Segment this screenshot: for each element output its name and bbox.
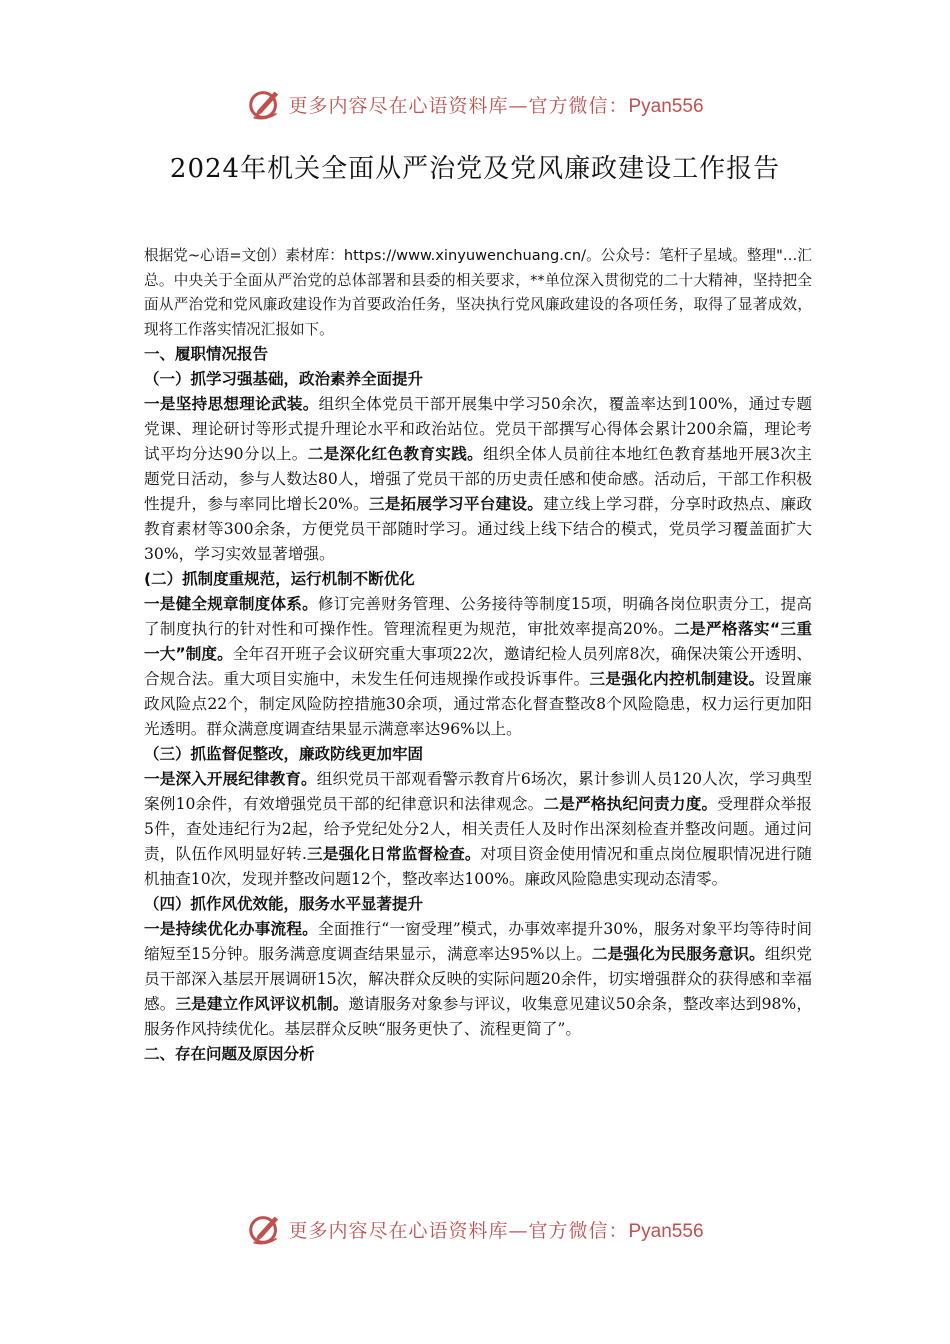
watermark-text — [288, 91, 703, 118]
subsection-paragraph-2 — [144, 592, 812, 742]
point-lead: 一是健全规章制度体系。 — [144, 595, 318, 613]
subsection-paragraph-4 — [144, 917, 812, 1042]
point-text: 组织党员干部观看警示教育片6场次，累计参训人员120人次，学习典型案例10余件，有效增强党员干部的纪律意识和法律观念。 — [144, 770, 812, 813]
point-text: 组织全体党员干部开展集中学习50余次，覆盖率达到100%，通过专题党课、理论研讨等形式提升理论水平和政治站位。党员干部撰写心得体会累计200余篇，理论考试平均分达90分以上。 — [144, 395, 812, 463]
subsection-heading-2: (二）抓制度重规范，运行机制不断优化 — [144, 570, 415, 588]
point-lead: 三是强化日常监督检查。 — [306, 845, 481, 863]
point-lead: 一是坚持思想理论武装。 — [144, 395, 319, 413]
point-text: 全面推行“一窗受理”模式，办事效率提升30%，服务对象平均等待时间缩短至15分钟。服务满意度调查结果显示，满意率达95%以上。 — [144, 920, 812, 963]
subsection-paragraph-1 — [144, 392, 812, 567]
pen-logo-icon — [246, 1210, 284, 1248]
point-lead: 二是严格落实“三重一大”制度。 — [144, 620, 812, 663]
document-body — [144, 244, 812, 1067]
header-watermark-banner — [0, 84, 950, 124]
section-heading-1: 一、履职情况报告 — [144, 345, 269, 363]
point-lead: 一是深入开展纪律教育。 — [144, 770, 317, 788]
point-lead: 三是拓展学习平台建设。 — [368, 495, 544, 513]
point-text: 组织党员干部深入基层开展调研15次，解决群众反映的实际问题20余件，切实增强群众的获得感和幸福感。 — [144, 945, 812, 1013]
watermark-label: 更多内容尽在心语资料库—官方微信： — [288, 1219, 629, 1242]
point-lead: 三是建立作风评议机制。 — [175, 995, 349, 1013]
section-heading-2: 二、存在问题及原因分析 — [144, 1045, 315, 1063]
watermark-text — [288, 1216, 703, 1243]
intro-paragraph: 根据党~心语=文创）素材库：https://www.xinyuwenchuang.cn/。公众号：笔杆子星域。整理"…汇总。中央关于全面从严治党的总体部署和县委的相关要求，**单位深入贯彻党的二十大精神，坚持把全面从严治党和党风廉政建设作为首要政治任务，坚决执行党风廉政建设的各项任务，取得了显著成效，现将工作落实情况汇报如下。 — [144, 247, 812, 338]
point-text: 修订完善财务管理、公务接待等制度15项，明确各岗位职责分工，提高了制度执行的针对性和可操作性。管理流程更为规范，审批效率提高20%。 — [144, 595, 812, 638]
point-text: 邀请服务对象参与评议，收集意见建议50余条，整改率达到98%，服务作风持续优化。基层群众反映“服务更快了、流程更简了”。 — [144, 995, 812, 1038]
document-title: 2024年机关全面从严治党及党风廉政建设工作报告 — [169, 154, 781, 184]
point-lead: 三是强化内控机制建设。 — [589, 670, 765, 688]
point-text: 组织全体人员前往本地红色教育基地开展3次主题党日活动，参与人数达80人，增强了党员干部的历史责任感和使命感。活动后，干部工作积极性提升，参与率同比增长20%。 — [144, 445, 812, 513]
point-lead: 一是持续优化办事流程。 — [144, 920, 319, 938]
subsection-heading-4: （四）抓作风优效能，服务水平显著提升 — [144, 895, 424, 913]
point-text: 设置廉政风险点22个，制定风险防控措施30余项，通过常态化督查整改8个风险隐患，权力运行更加阳光透明。群众满意度调查结果显示满意率达96%以上。 — [144, 670, 812, 738]
wechat-id: Pyan556 — [628, 95, 704, 117]
subsection-heading-1: （一）抓学习强基础，政治素养全面提升 — [144, 370, 424, 388]
wechat-id: Pyan556 — [628, 1220, 704, 1242]
point-lead: 二是强化为民服务意识。 — [591, 945, 765, 963]
watermark-label: 更多内容尽在心语资料库—官方微信： — [288, 94, 629, 117]
subsection-heading-3: （三）抓监督促整改，廉政防线更加牢固 — [144, 745, 424, 763]
subsection-paragraph-3 — [144, 767, 812, 892]
point-lead: 二是严格执纪问责力度。 — [543, 795, 718, 813]
footer-watermark-banner — [0, 1209, 950, 1249]
point-text: 对项目资金使用情况和重点岗位履职情况进行随机抽查10次，发现并整改问题12个，整改率达100%。廉政风险隐患实现动态清零。 — [144, 845, 812, 888]
point-text: 建立线上学习群，分享时政热点、廉政教育素材等300余条，方便党员干部随时学习。通过线上线下结合的模式，党员学习覆盖面扩大30%，学习实效显著增强。 — [144, 495, 812, 563]
point-lead: 二是深化红色教育实践。 — [307, 445, 484, 463]
pen-logo-icon — [246, 85, 284, 123]
point-text: 受理群众举报5件，查处违纪行为2起，给予党纪处分2人，相关责任人及时作出深刻检查并整改问题。通过问责，队伍作风明显好转. — [144, 795, 812, 863]
point-text: 全年召开班子会议研究重大事项22次，邀请纪检人员列席8次，确保决策公开透明、合规合法。重大项目实施中，未发生任何违规操作或投诉事件。 — [144, 645, 813, 688]
